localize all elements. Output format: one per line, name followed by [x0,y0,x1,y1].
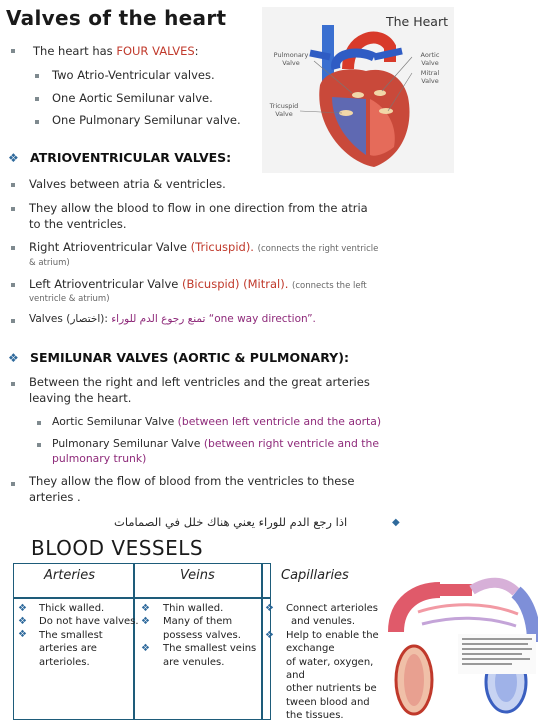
intro-item: One Pulmonary Semilunar valve. [52,113,241,127]
intro-item: Two Atrio-Ventricular valves. [52,68,215,82]
intro-item: One Aortic Semilunar valve. [52,91,213,105]
av-bullet-4-main: Left Atrioventricular Valve [29,277,183,291]
sl-sub-1-main: Aortic Semilunar Valve [52,415,178,428]
sl-bullet-2-line2: arteries . [29,490,81,504]
av-bullet-5-main: Valves (اختصار): [29,313,112,325]
av-bullet-3-note: (connects the right ventricle [257,244,379,254]
bullet-square [11,283,15,287]
av-bullet-4-red: (Bicuspid) (Mitral). [182,277,289,291]
blood-vessels-title: BLOOD VESSELS [31,536,204,560]
bullet-square [11,246,15,250]
veins-item: possess valves. [163,629,241,641]
intro-prefix: The heart has [33,44,117,58]
sl-sub-2-main: Pulmonary Semilunar Valve [52,437,204,450]
capillaries-list [286,602,379,720]
bullet-square [11,49,15,53]
diamond-bullet-icon: ❖ [8,151,19,165]
arteries-item: arterioles. [39,656,90,668]
av-bullet-5 [29,312,316,327]
av-bullet-3-red: (Tricuspid). [190,240,254,254]
av-bullet-5-quote: “one way direction”. [205,313,316,325]
arteries-item: Do not have valves. [39,616,139,628]
bullet-square [11,382,15,386]
diamond-bullet-icon: ❖ [141,603,150,614]
bullet-square [35,120,39,124]
page-title: Valves of the heart [6,6,227,30]
bullet-square [11,207,15,211]
column-header-capillaries: Capillaries [281,568,349,583]
intro-text [33,44,199,59]
bullet-square [37,421,41,425]
sl-arabic-note: اذا رجع الدم للوراء يعني هناك خلل في الصمامات [114,515,348,529]
bullet-square [35,97,39,101]
sl-sub-2 [52,436,379,451]
bullet-square [37,443,41,447]
diamond-bullet-icon: ❖ [18,616,27,627]
bullet-square [11,482,15,486]
diamond-bullet-icon: ❖ [8,351,19,365]
veins-item: Many of them [163,616,233,628]
label-pulmonary-valve: Pulmonary Valve [273,51,309,67]
capillaries-item: and venules. [291,616,356,628]
arteries-list [39,602,139,669]
av-bullet-4-note: (connects the left [292,281,367,291]
av-bullet-1: Valves between atria & ventricles. [29,177,226,191]
figure-title: The Heart [385,14,448,29]
av-bullet-3 [29,240,378,257]
av-bullet-3-main: Right Atrioventricular Valve [29,240,191,254]
capillary-bed-illustration [388,572,538,720]
bullet-square [35,74,39,78]
sl-heading: SEMILUNAR VALVES (AORTIC & PULMONARY): [30,350,349,365]
capillaries-item: exchange [286,643,335,655]
label-tricuspid-valve: Tricuspid Valve [269,102,299,118]
capillaries-item: of water, oxygen, [286,656,374,668]
capillaries-item: and [286,670,305,682]
capillaries-item: the tissues. [286,710,344,720]
av-bullet-3-note2: & atrium) [29,258,70,268]
veins-item: are venules. [163,656,225,668]
veins-item: Thin walled. [163,603,224,614]
av-heading: ATRIOVENTRICULAR VALVES: [30,150,232,165]
diamond-bullet-icon: ❖ [141,616,150,627]
sl-bullet-1-line2: leaving the heart. [29,391,132,405]
intro-suffix: : [194,44,199,58]
bullet-square [11,183,15,187]
diamond-bullet-icon: ◆ [392,517,400,528]
arteries-item: arteries are [39,643,97,655]
diamond-bullet-icon: ❖ [18,629,27,640]
sl-sub-1 [52,414,381,429]
table-header-divider [13,597,271,599]
sl-bullet-1-line1: Between the right and left ventricles and the great arteries [29,375,370,389]
veins-item: The smallest veins [163,643,257,655]
heart-figure [262,7,454,173]
sl-sub-2-line2: pulmonary trunk) [52,452,147,465]
sl-sub-2-purple: (between right ventricle and the [203,437,379,450]
capillaries-item: Connect arterioles [286,603,378,614]
diamond-bullet-icon: ❖ [18,603,27,614]
diamond-bullet-icon: ❖ [141,643,150,654]
sl-sub-1-purple: (between left ventricle and the aorta) [177,415,382,428]
sl-bullet-2-line1: They allow the flow of blood from the ventricles to these [29,474,355,488]
av-bullet-5-arabic: تمنع رجوع الدم للوراء [111,313,206,325]
column-header-arteries: Arteries [44,568,96,583]
diamond-bullet-icon: ❖ [265,630,274,641]
av-bullet-2-line2: to the ventricles. [29,217,127,231]
capillaries-item: other nutrients be [286,683,377,695]
intro-highlight: FOUR VALVES [116,44,195,58]
table-column-divider [261,563,263,720]
arteries-item: The smallest [39,629,103,641]
label-aortic-valve: Aortic Valve [420,51,440,67]
arteries-item: Thick walled. [39,603,105,614]
bullet-square [11,319,15,323]
heart-illustration [262,7,454,173]
av-bullet-2-line1: They allow the blood to flow in one direction from the atria [29,201,368,215]
label-mitral-valve: Mitral Valve [420,69,440,85]
av-bullet-4-note2: ventricle & atrium) [29,294,110,304]
column-header-veins: Veins [180,568,215,583]
capillaries-item: Help to enable the [286,629,379,641]
diamond-bullet-icon: ❖ [265,603,274,614]
capillaries-item: tween blood and [286,696,370,708]
veins-list [163,602,256,669]
